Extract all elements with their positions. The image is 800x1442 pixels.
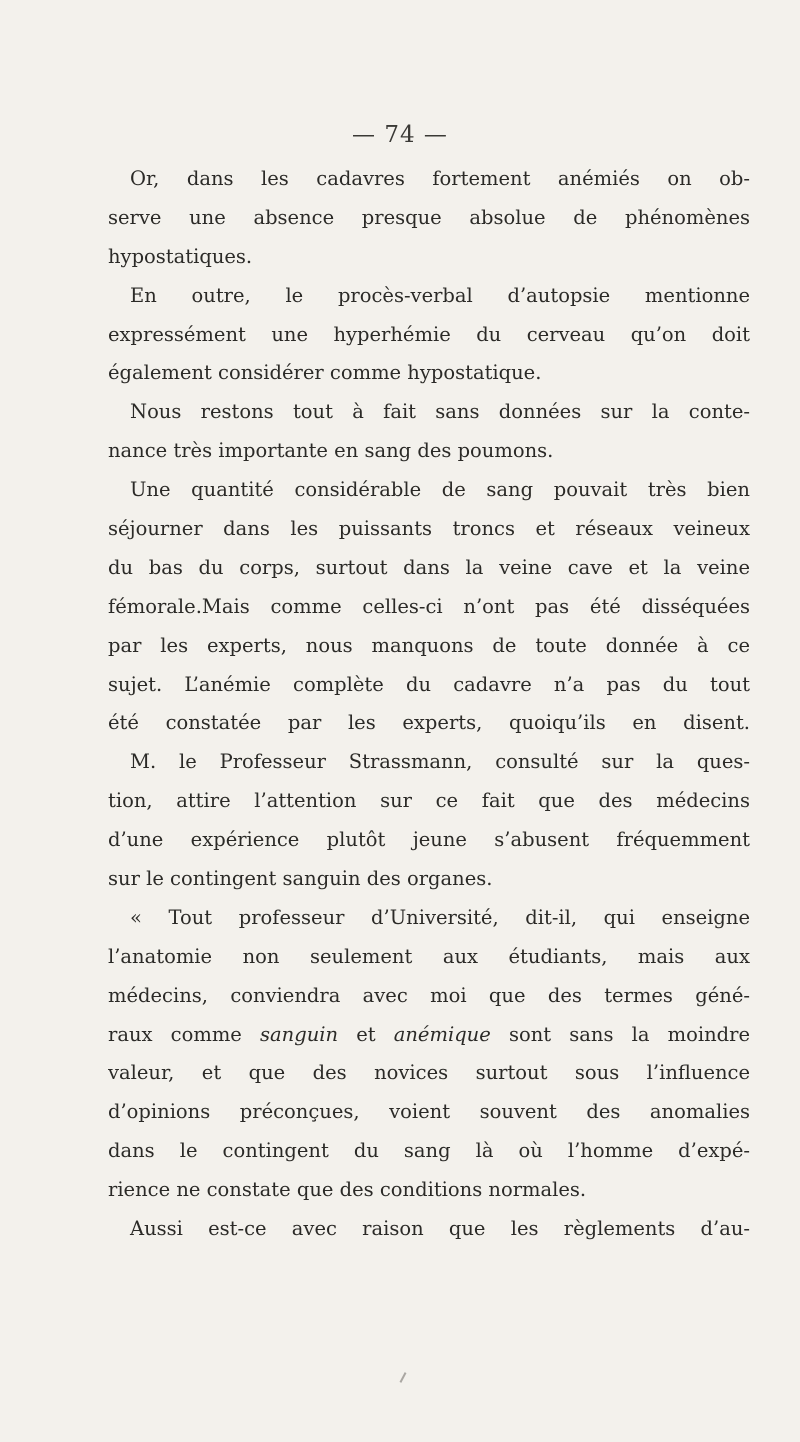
text-line: Une quantité considérable de sang pouvait très bien [130,478,750,502]
text-segment: raux comme [108,1022,261,1046]
text-line: médecins, conviendra avec moi que des termes géné- [108,983,750,1007]
italic-term-anemique: anémique [393,1022,491,1046]
text-line: tion, attire l’attention sur ce fait que des médecins [108,789,750,813]
text-line: séjourner dans les puissants troncs et réseaux veineux [108,517,750,541]
text-line: Aussi est-ce avec raison que les règlements d’au- [130,1217,750,1241]
italic-term-sanguin: sanguin [260,1022,339,1046]
text-segment: et [338,1022,394,1046]
text-line: par les experts, nous manquons de toute donnée à ce [108,633,750,657]
text-line: également considérer comme hypostatique. [108,361,542,385]
text-line: sujet. L’anémie complète du cadavre n’a pas du tout [108,672,750,696]
text-line: rience ne constate que des conditions normales. [108,1178,587,1202]
text-line: Or, dans les cadavres fortement anémiés on ob- [130,167,750,190]
text-line: du bas du corps, surtout dans la veine cave et la veine [108,555,750,579]
text-line: d’une expérience plutôt jeune s’abusent fréquemment [108,828,750,852]
text-line: « Tout professeur d’Université, dit-il, qui enseigne [130,905,750,929]
text-line-with-italics [108,1016,750,1055]
text-line: d’opinions préconçues, voient souvent des anomalies [108,1100,750,1124]
text-line: été constatée par les experts, quoiqu’ils en disent. [108,711,750,735]
text-line: serve une absence presque absolue de phénomènes [108,205,750,229]
text-line: fémorale.Mais comme celles-ci n’ont pas été disséquées [108,594,750,618]
text-segment: sont sans la moindre [490,1022,750,1046]
page-number: — 74 — [352,122,448,148]
text-line: dans le contingent du sang là où l’homme d’expé- [108,1139,750,1163]
text-line: valeur, et que des novices surtout sous l’influence [108,1061,750,1085]
text-line: nance très importante en sang des poumons. [108,439,554,463]
text-line: Nous restons tout à fait sans données sur la conte- [130,400,750,424]
text-line: expressément une hyperhémie du cerveau qu’on doit [108,322,750,346]
text-line: hypostatiques. [108,244,253,268]
stray-ink-mark [400,1372,407,1383]
text-line: M. le Professeur Strassmann, consulté sur la ques- [130,750,750,774]
body-text [108,160,750,1249]
text-line: En outre, le procès-verbal d’autopsie mentionne [130,283,750,307]
text-line: l’anatomie non seulement aux étudiants, mais aux [108,944,750,968]
text-line: sur le contingent sanguin des organes. [108,867,493,891]
